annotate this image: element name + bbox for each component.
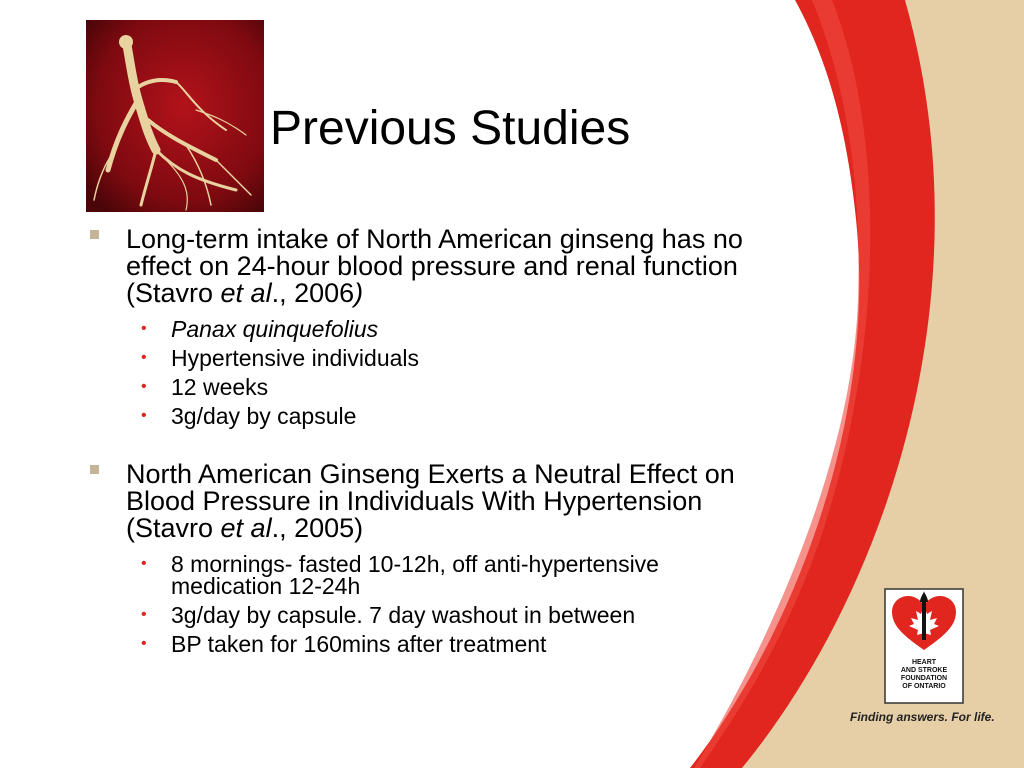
dot-bullet-icon: • <box>141 635 147 652</box>
torch-icon <box>922 602 926 640</box>
sub-bullet-item: • BP taken for 160mins after treatment <box>141 631 547 657</box>
heart-and-stroke-logo <box>884 588 964 704</box>
dot-bullet-icon: • <box>141 407 147 424</box>
citation: (Stavro et al., 2005) <box>126 513 364 543</box>
svg-text:FOUNDATION: FOUNDATION <box>900 675 948 682</box>
dot-bullet-icon: • <box>141 320 147 337</box>
tagline: Finding answers. For life. <box>850 710 995 724</box>
dot-bullet-icon: • <box>141 555 147 572</box>
sub-bullet-item: • 3g/day by capsule <box>141 403 357 429</box>
dot-bullet-icon: • <box>141 349 147 366</box>
bullet-main-text <box>86 226 886 307</box>
bullet-line: Blood Pressure in Individuals With Hypertension <box>126 486 703 516</box>
sub-bullet-list <box>86 553 886 655</box>
bullet-line: effect on 24-hour blood pressure and renal function <box>126 251 738 281</box>
bullet-stavro-2006 <box>86 226 886 434</box>
sub-bullet-item: • 8 mornings- fasted 10-12h, off anti-hypertensive medication 12-24h <box>141 551 659 599</box>
citation: (Stavro et al., 2006) <box>126 278 364 308</box>
dot-bullet-icon: • <box>141 606 147 623</box>
svg-text:AND STROKE: AND STROKE <box>900 667 948 674</box>
dot-bullet-icon: • <box>141 378 147 395</box>
bullet-line: Long-term intake of North American ginseng has no <box>126 224 743 254</box>
bullet-stavro-2005 <box>86 461 886 662</box>
sub-bullet-item: • 3g/day by capsule. 7 day washout in between <box>141 602 636 628</box>
sub-bullet-item: • 12 weeks <box>141 374 269 400</box>
square-bullet-icon <box>90 230 99 239</box>
slide-title: Previous Studies <box>270 102 631 155</box>
sub-bullet-item: • Hypertensive individuals <box>141 345 420 371</box>
ginseng-root-image <box>86 20 264 212</box>
bullet-main-text <box>86 461 886 542</box>
svg-text:OF ONTARIO: OF ONTARIO <box>902 683 946 690</box>
square-bullet-icon <box>90 465 99 474</box>
bullet-line: North American Ginseng Exerts a Neutral Effect on <box>126 459 735 489</box>
sub-bullet-list <box>86 318 886 427</box>
sub-bullet-item: • Panax quinquefolius <box>141 316 379 342</box>
svg-text:HEART: HEART <box>911 659 937 666</box>
